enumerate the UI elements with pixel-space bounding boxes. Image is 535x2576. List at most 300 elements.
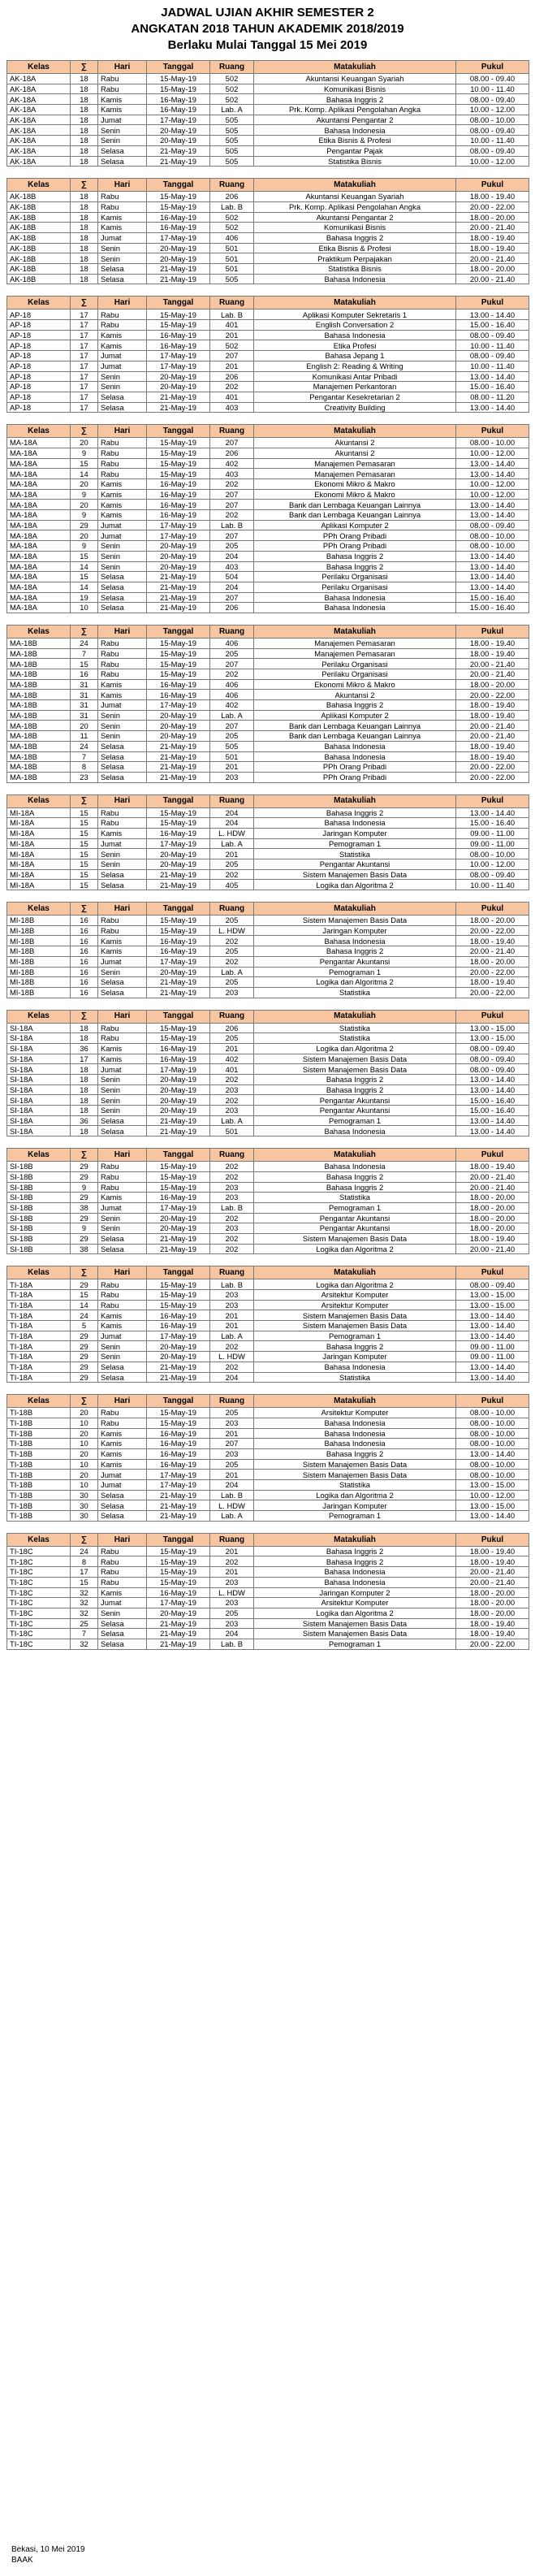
cell-tanggal: 15-May-19 xyxy=(147,648,210,659)
cell-ruang: 205 xyxy=(210,1459,254,1470)
cell-matakuliah: Jaringan Komputer 2 xyxy=(254,1587,456,1598)
cell-kelas: MA-18B xyxy=(7,710,71,721)
cell-matakuliah: Akuntansi Keuangan Syariah xyxy=(254,192,456,202)
cell-pukul: 18.00 - 19.40 xyxy=(456,1556,529,1567)
cell-hari: Kamis xyxy=(98,489,147,500)
table-header-row xyxy=(7,425,529,438)
table-row xyxy=(7,762,529,773)
table-row xyxy=(7,1587,529,1598)
column-header: Pukul xyxy=(456,61,529,74)
table-row xyxy=(7,582,529,592)
cell-matakuliah: Bahasa Indonesia xyxy=(254,1162,456,1172)
cell-ruang: 207 xyxy=(210,500,254,510)
table-row xyxy=(7,115,529,125)
cell-hari: Jumat xyxy=(98,1480,147,1491)
cell-kelas: TI-18A xyxy=(7,1290,71,1301)
column-header: Ruang xyxy=(210,1149,254,1162)
footer-signatory: BAAK xyxy=(11,2556,33,2565)
table-row xyxy=(7,1577,529,1587)
cell-ruang: 205 xyxy=(210,1033,254,1044)
cell-ruang: Lab. A xyxy=(210,1511,254,1522)
cell-kelas: TI-18C xyxy=(7,1567,71,1578)
column-header: ∑ xyxy=(71,425,98,438)
table-row xyxy=(7,1567,529,1578)
cell-tanggal: 20-May-19 xyxy=(147,849,210,859)
cell-hari: Selasa xyxy=(98,156,147,167)
cell-ruang: 201 xyxy=(210,849,254,859)
cell-tanggal: 21-May-19 xyxy=(147,1126,210,1136)
cell-kelas: TI-18B xyxy=(7,1470,71,1480)
cell-ruang: 203 xyxy=(210,1448,254,1459)
cell-kelas: SI-18B xyxy=(7,1223,71,1234)
table-row xyxy=(7,648,529,659)
table-header-row xyxy=(7,1149,529,1162)
cell-count: 30 xyxy=(71,1500,98,1511)
cell-count: 7 xyxy=(71,751,98,762)
cell-ruang: Lab. B xyxy=(210,520,254,530)
cell-hari: Rabu xyxy=(98,74,147,84)
cell-ruang: 204 xyxy=(210,818,254,829)
table-row xyxy=(7,1629,529,1639)
cell-tanggal: 15-May-19 xyxy=(147,1567,210,1578)
cell-ruang: 502 xyxy=(210,94,254,105)
cell-hari: Senin xyxy=(98,710,147,721)
cell-count: 10 xyxy=(71,603,98,613)
cell-count: 18 xyxy=(71,243,98,253)
cell-kelas: MA-18B xyxy=(7,700,71,711)
cell-hari: Jumat xyxy=(98,530,147,541)
cell-hari: Rabu xyxy=(98,1408,147,1418)
cell-tanggal: 16-May-19 xyxy=(147,330,210,340)
table-row xyxy=(7,936,529,946)
cell-count: 9 xyxy=(71,1182,98,1193)
cell-pukul: 10.00 - 11.40 xyxy=(456,84,529,94)
table-row xyxy=(7,310,529,320)
column-header: Hari xyxy=(98,297,147,310)
cell-hari: Selasa xyxy=(98,987,147,998)
cell-pukul: 15.00 - 16.40 xyxy=(456,1095,529,1106)
column-header: Matakuliah xyxy=(254,1010,456,1023)
cell-kelas: MI-18A xyxy=(7,859,71,870)
cell-tanggal: 20-May-19 xyxy=(147,1213,210,1223)
cell-kelas: AK-18B xyxy=(7,274,71,284)
cell-matakuliah: Perilaku Organisasi xyxy=(254,572,456,582)
cell-tanggal: 20-May-19 xyxy=(147,1223,210,1234)
cell-hari: Senin xyxy=(98,859,147,870)
cell-kelas: AK-18A xyxy=(7,136,71,146)
cell-tanggal: 15-May-19 xyxy=(147,659,210,669)
column-header: Ruang xyxy=(210,297,254,310)
cell-kelas: TI-18C xyxy=(7,1598,71,1608)
cell-pukul: 10.00 - 12.00 xyxy=(456,448,529,458)
table-row xyxy=(7,479,529,490)
cell-pukul: 08.00 - 10.00 xyxy=(456,115,529,125)
cell-kelas: AP-18 xyxy=(7,310,71,320)
cell-tanggal: 21-May-19 xyxy=(147,1362,210,1372)
cell-tanggal: 20-May-19 xyxy=(147,1095,210,1106)
cell-hari: Kamis xyxy=(98,1310,147,1321)
cell-pukul: 18.00 - 20.00 xyxy=(456,1608,529,1618)
column-header: Matakuliah xyxy=(254,1266,456,1279)
cell-hari: Jumat xyxy=(98,115,147,125)
cell-matakuliah: Praktikum Perpajakan xyxy=(254,253,456,264)
cell-count: 29 xyxy=(71,1279,98,1290)
cell-hari: Kamis xyxy=(98,679,147,690)
cell-tanggal: 17-May-19 xyxy=(147,520,210,530)
cell-matakuliah: English 2: Reading & Writing xyxy=(254,361,456,371)
cell-hari: Rabu xyxy=(98,84,147,94)
cell-pukul: 20.00 - 21.40 xyxy=(456,223,529,233)
column-header: Pukul xyxy=(456,297,529,310)
table-header-row xyxy=(7,1010,529,1023)
cell-count: 17 xyxy=(71,1567,98,1578)
column-header: Kelas xyxy=(7,625,71,638)
table-row xyxy=(7,1500,529,1511)
cell-matakuliah: Bahasa Inggris 2 xyxy=(254,1171,456,1182)
cell-matakuliah: Bahasa Indonesia xyxy=(254,818,456,829)
cell-kelas: SI-18A xyxy=(7,1043,71,1054)
cell-hari: Rabu xyxy=(98,458,147,469)
cell-count: 18 xyxy=(71,232,98,243)
cell-tanggal: 20-May-19 xyxy=(147,125,210,136)
cell-hari: Kamis xyxy=(98,1439,147,1449)
table-row xyxy=(7,1639,529,1649)
table-row xyxy=(7,1095,529,1106)
cell-matakuliah: Bahasa Inggris 2 xyxy=(254,94,456,105)
cell-matakuliah: Bahasa Inggris 2 xyxy=(254,232,456,243)
cell-tanggal: 15-May-19 xyxy=(147,1290,210,1301)
cell-ruang: L. HDW xyxy=(210,1500,254,1511)
cell-count: 17 xyxy=(71,351,98,362)
table-header-row xyxy=(7,297,529,310)
cell-pukul: 08.00 - 10.00 xyxy=(456,1428,529,1439)
cell-pukul: 20.00 - 21.40 xyxy=(456,274,529,284)
column-header: Hari xyxy=(98,425,147,438)
column-header: Kelas xyxy=(7,425,71,438)
cell-tanggal: 17-May-19 xyxy=(147,700,210,711)
cell-kelas: MI-18A xyxy=(7,828,71,838)
cell-pukul: 08.00 - 10.00 xyxy=(456,541,529,552)
cell-hari: Jumat xyxy=(98,700,147,711)
cell-kelas: TI-18A xyxy=(7,1372,71,1383)
cell-tanggal: 16-May-19 xyxy=(147,936,210,946)
cell-pukul: 13.00 - 14.40 xyxy=(456,458,529,469)
cell-hari: Kamis xyxy=(98,1054,147,1064)
cell-hari: Kamis xyxy=(98,105,147,115)
cell-hari: Senin xyxy=(98,1608,147,1618)
cell-kelas: AK-18B xyxy=(7,192,71,202)
table-row xyxy=(7,264,529,275)
cell-ruang: 206 xyxy=(210,603,254,613)
cell-hari: Kamis xyxy=(98,500,147,510)
column-header: Ruang xyxy=(210,903,254,916)
cell-tanggal: 21-May-19 xyxy=(147,880,210,890)
cell-matakuliah: Logika dan Algoritma 2 xyxy=(254,1244,456,1254)
cell-hari: Jumat xyxy=(98,1598,147,1608)
table-row xyxy=(7,828,529,838)
cell-tanggal: 21-May-19 xyxy=(147,274,210,284)
cell-pukul: 13.00 - 15.00 xyxy=(456,1500,529,1511)
cell-tanggal: 21-May-19 xyxy=(147,1511,210,1522)
column-header: Matakuliah xyxy=(254,425,456,438)
cell-ruang: 202 xyxy=(210,1233,254,1244)
cell-hari: Senin xyxy=(98,1223,147,1234)
cell-tanggal: 17-May-19 xyxy=(147,956,210,967)
cell-pukul: 20.00 - 21.40 xyxy=(456,1182,529,1193)
cell-tanggal: 21-May-19 xyxy=(147,592,210,603)
cell-kelas: MA-18A xyxy=(7,510,71,521)
column-header: Pukul xyxy=(456,1149,529,1162)
cell-hari: Kamis xyxy=(98,1587,147,1598)
cell-pukul: 13.00 - 14.40 xyxy=(456,572,529,582)
column-header: ∑ xyxy=(71,1533,98,1546)
cell-matakuliah: Arsitektur Komputer xyxy=(254,1598,456,1608)
cell-matakuliah: Sistem Manajemen Basis Data xyxy=(254,1470,456,1480)
cell-pukul: 18.00 - 19.40 xyxy=(456,977,529,988)
table-row xyxy=(7,1202,529,1213)
cell-ruang: 406 xyxy=(210,638,254,648)
cell-tanggal: 21-May-19 xyxy=(147,1500,210,1511)
cell-kelas: TI-18B xyxy=(7,1439,71,1449)
cell-kelas: AK-18A xyxy=(7,156,71,167)
cell-ruang: 202 xyxy=(210,510,254,521)
cell-kelas: AP-18 xyxy=(7,340,71,351)
cell-ruang: 505 xyxy=(210,145,254,156)
cell-kelas: SI-18B xyxy=(7,1193,71,1203)
cell-pukul: 13.00 - 14.40 xyxy=(456,500,529,510)
cell-pukul: 13.00 - 14.40 xyxy=(456,561,529,572)
cell-kelas: MI-18B xyxy=(7,925,71,936)
cell-hari: Rabu xyxy=(98,201,147,212)
cell-tanggal: 21-May-19 xyxy=(147,1639,210,1649)
cell-tanggal: 21-May-19 xyxy=(147,1618,210,1629)
table-row xyxy=(7,84,529,94)
cell-kelas: SI-18A xyxy=(7,1126,71,1136)
cell-hari: Senin xyxy=(98,382,147,392)
table-row xyxy=(7,1428,529,1439)
cell-matakuliah: Bahasa Inggris 2 xyxy=(254,1075,456,1085)
cell-hari: Kamis xyxy=(98,340,147,351)
cell-kelas: MI-18A xyxy=(7,818,71,829)
cell-count: 9 xyxy=(71,510,98,521)
cell-matakuliah: Logika dan Algoritma 2 xyxy=(254,977,456,988)
cell-hari: Rabu xyxy=(98,1300,147,1310)
column-header: Hari xyxy=(98,179,147,192)
cell-kelas: MA-18A xyxy=(7,458,71,469)
cell-ruang: 402 xyxy=(210,1054,254,1064)
table-row xyxy=(7,603,529,613)
column-header: Kelas xyxy=(7,1149,71,1162)
cell-ruang: 203 xyxy=(210,1223,254,1234)
cell-ruang: 201 xyxy=(210,1321,254,1331)
cell-count: 15 xyxy=(71,838,98,849)
column-header: Tanggal xyxy=(147,625,210,638)
cell-kelas: TI-18A xyxy=(7,1341,71,1352)
cell-count: 24 xyxy=(71,638,98,648)
cell-count: 29 xyxy=(71,1331,98,1341)
cell-hari: Jumat xyxy=(98,520,147,530)
cell-kelas: MA-18A xyxy=(7,520,71,530)
table-row xyxy=(7,105,529,115)
cell-count: 18 xyxy=(71,145,98,156)
cell-kelas: SI-18A xyxy=(7,1064,71,1075)
cell-tanggal: 21-May-19 xyxy=(147,869,210,880)
table-row xyxy=(7,1075,529,1085)
cell-hari: Selasa xyxy=(98,880,147,890)
cell-pukul: 15.00 - 16.40 xyxy=(456,1106,529,1116)
cell-count: 32 xyxy=(71,1608,98,1618)
table-row xyxy=(7,1126,529,1136)
table-row xyxy=(7,232,529,243)
cell-pukul: 13.00 - 14.40 xyxy=(456,582,529,592)
cell-matakuliah: Bahasa Indonesia xyxy=(254,936,456,946)
cell-kelas: SI-18B xyxy=(7,1213,71,1223)
document-footer xyxy=(11,2544,85,2565)
table-header-row xyxy=(7,1266,529,1279)
cell-count: 15 xyxy=(71,1577,98,1587)
cell-hari: Jumat xyxy=(98,232,147,243)
cell-ruang: 203 xyxy=(210,1182,254,1193)
cell-matakuliah: Sistem Manajemen Basis Data xyxy=(254,1233,456,1244)
cell-count: 9 xyxy=(71,541,98,552)
cell-pukul: 20.00 - 21.40 xyxy=(456,721,529,731)
cell-matakuliah: Arsitektur Komputer xyxy=(254,1408,456,1418)
cell-pukul: 08.00 - 09.40 xyxy=(456,1054,529,1064)
table-row xyxy=(7,751,529,762)
cell-matakuliah: Etika Bisnis & Profesi xyxy=(254,243,456,253)
column-header: Kelas xyxy=(7,1010,71,1023)
cell-ruang: 204 xyxy=(210,582,254,592)
cell-hari: Selasa xyxy=(98,1244,147,1254)
cell-tanggal: 16-May-19 xyxy=(147,1054,210,1064)
table-row xyxy=(7,925,529,936)
column-header: Matakuliah xyxy=(254,61,456,74)
column-header: Pukul xyxy=(456,1395,529,1408)
cell-pukul: 20.00 - 21.40 xyxy=(456,669,529,680)
cell-kelas: TI-18A xyxy=(7,1321,71,1331)
column-header: Matakuliah xyxy=(254,1149,456,1162)
cell-kelas: TI-18B xyxy=(7,1428,71,1439)
cell-ruang: 201 xyxy=(210,1043,254,1054)
cell-matakuliah: Ekonomi Mikro & Makro xyxy=(254,679,456,690)
cell-tanggal: 17-May-19 xyxy=(147,1598,210,1608)
table-row xyxy=(7,849,529,859)
cell-tanggal: 15-May-19 xyxy=(147,925,210,936)
column-header: Kelas xyxy=(7,903,71,916)
cell-ruang: Lab. A xyxy=(210,838,254,849)
cell-pukul: 10.00 - 11.40 xyxy=(456,361,529,371)
cell-kelas: TI-18A xyxy=(7,1279,71,1290)
cell-hari: Senin xyxy=(98,967,147,977)
column-header: Kelas xyxy=(7,1266,71,1279)
cell-ruang: 205 xyxy=(210,977,254,988)
cell-ruang: Lab. A xyxy=(210,105,254,115)
cell-ruang: 207 xyxy=(210,721,254,731)
cell-tanggal: 21-May-19 xyxy=(147,987,210,998)
cell-ruang: 201 xyxy=(210,1310,254,1321)
cell-ruang: 207 xyxy=(210,659,254,669)
cell-kelas: MA-18A xyxy=(7,592,71,603)
cell-pukul: 20.00 - 22.00 xyxy=(456,925,529,936)
cell-pukul: 15.00 - 16.40 xyxy=(456,592,529,603)
cell-count: 15 xyxy=(71,551,98,561)
cell-count: 9 xyxy=(71,1223,98,1234)
column-header: Ruang xyxy=(210,625,254,638)
cell-hari: Senin xyxy=(98,125,147,136)
cell-count: 7 xyxy=(71,648,98,659)
column-header: Tanggal xyxy=(147,794,210,807)
cell-tanggal: 20-May-19 xyxy=(147,541,210,552)
table-row xyxy=(7,838,529,849)
cell-count: 18 xyxy=(71,1023,98,1033)
cell-pukul: 18.00 - 20.00 xyxy=(456,679,529,690)
column-header: Matakuliah xyxy=(254,1395,456,1408)
cell-tanggal: 15-May-19 xyxy=(147,438,210,448)
cell-tanggal: 16-May-19 xyxy=(147,479,210,490)
cell-pukul: 20.00 - 21.40 xyxy=(456,253,529,264)
cell-kelas: MA-18B xyxy=(7,741,71,751)
cell-hari: Kamis xyxy=(98,690,147,700)
table-row xyxy=(7,859,529,870)
column-header: Ruang xyxy=(210,1395,254,1408)
table-row xyxy=(7,1408,529,1418)
column-header: Ruang xyxy=(210,1010,254,1023)
cell-matakuliah: Sistem Manajemen Basis Data xyxy=(254,1310,456,1321)
cell-hari: Kamis xyxy=(98,1428,147,1439)
cell-ruang: 505 xyxy=(210,115,254,125)
cell-count: 10 xyxy=(71,1480,98,1491)
column-header: Tanggal xyxy=(147,1266,210,1279)
cell-hari: Selasa xyxy=(98,392,147,402)
cell-hari: Jumat xyxy=(98,1470,147,1480)
cell-kelas: MI-18A xyxy=(7,838,71,849)
cell-count: 15 xyxy=(71,572,98,582)
cell-pukul: 18.00 - 19.40 xyxy=(456,700,529,711)
cell-ruang: 202 xyxy=(210,1075,254,1085)
cell-pukul: 18.00 - 20.00 xyxy=(456,212,529,223)
cell-pukul: 18.00 - 20.00 xyxy=(456,1193,529,1203)
cell-hari: Selasa xyxy=(98,603,147,613)
cell-matakuliah: Sistem Manajemen Basis Data xyxy=(254,1618,456,1629)
cell-ruang: 403 xyxy=(210,469,254,479)
cell-tanggal: 21-May-19 xyxy=(147,402,210,413)
cell-count: 18 xyxy=(71,253,98,264)
cell-pukul: 13.00 - 15.00 xyxy=(456,1023,529,1033)
cell-matakuliah: Ekonomi Mikro & Makro xyxy=(254,479,456,490)
cell-kelas: MA-18B xyxy=(7,638,71,648)
cell-matakuliah: Bank dan Lembaga Keuangan Lainnya xyxy=(254,510,456,521)
table-row xyxy=(7,659,529,669)
cell-hari: Selasa xyxy=(98,592,147,603)
cell-ruang: 206 xyxy=(210,371,254,382)
table-row xyxy=(7,1023,529,1033)
cell-count: 30 xyxy=(71,1490,98,1500)
cell-count: 20 xyxy=(71,721,98,731)
cell-count: 18 xyxy=(71,223,98,233)
cell-hari: Rabu xyxy=(98,807,147,818)
cell-tanggal: 15-May-19 xyxy=(147,1408,210,1418)
cell-ruang: 203 xyxy=(210,772,254,782)
cell-count: 15 xyxy=(71,849,98,859)
table-row xyxy=(7,212,529,223)
cell-count: 25 xyxy=(71,1618,98,1629)
cell-kelas: AK-18A xyxy=(7,94,71,105)
cell-hari: Senin xyxy=(98,541,147,552)
cell-kelas: MA-18A xyxy=(7,438,71,448)
cell-kelas: SI-18A xyxy=(7,1106,71,1116)
cell-matakuliah: Bahasa Inggris 2 xyxy=(254,807,456,818)
cell-ruang: 207 xyxy=(210,438,254,448)
